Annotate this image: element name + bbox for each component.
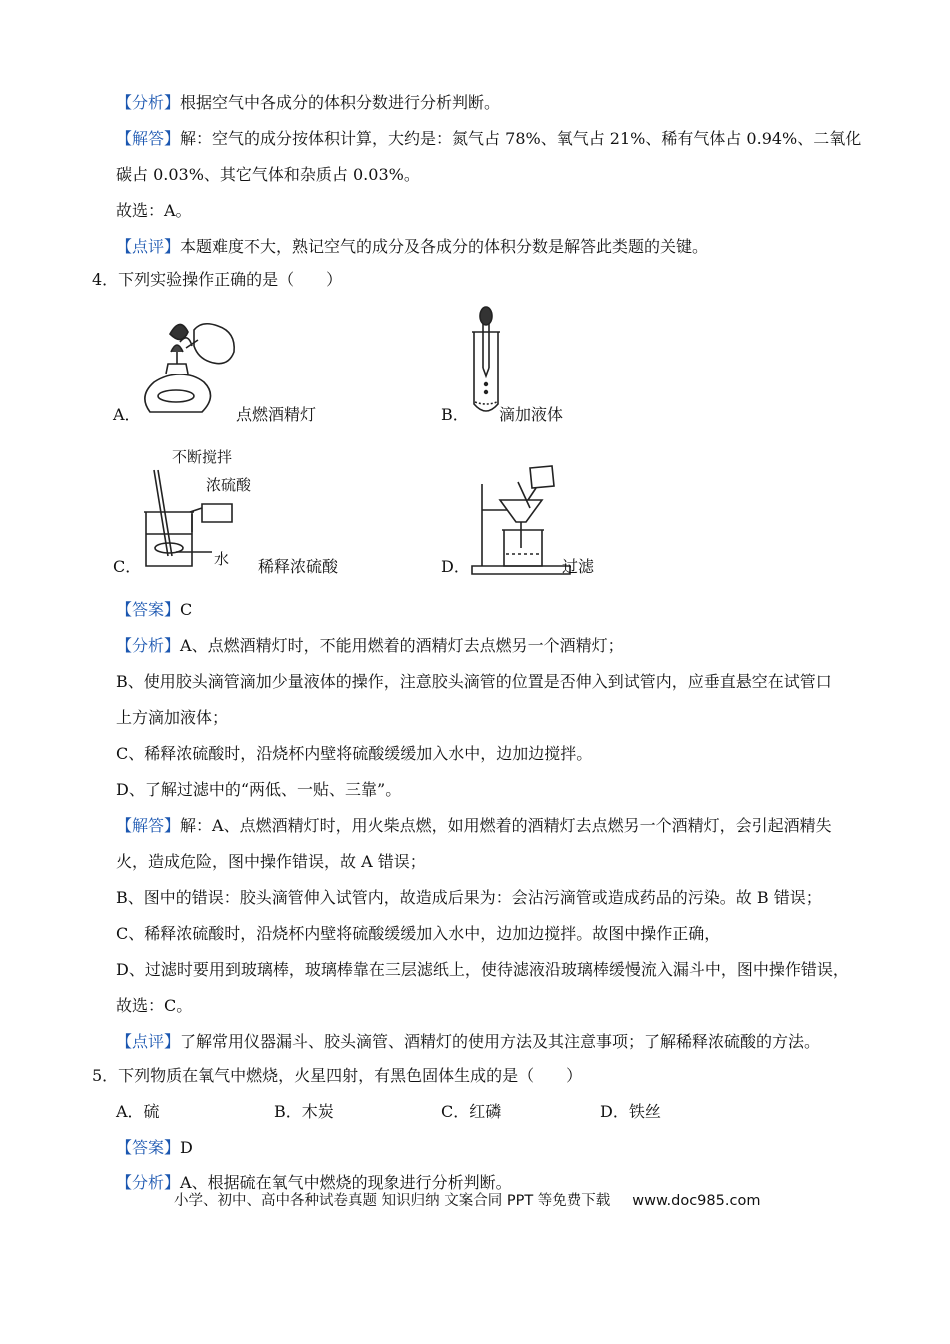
- q4-solution-line-2: 火，造成危险，图中操作错误，故 A 错误；: [116, 852, 426, 871]
- option-c-letter: C．: [113, 557, 142, 576]
- footer-url[interactable]: www.doc985.com: [632, 1193, 761, 1209]
- option-a-caption: 点燃酒精灯: [236, 405, 317, 424]
- option-d-caption: 过滤: [562, 557, 595, 576]
- answer-tag: 【答案】: [116, 1138, 181, 1157]
- q3-answer-line-2: 碳占 0.03%、其它气体和杂质占 0.03%。: [116, 165, 420, 184]
- answer-tag: 【答案】: [116, 600, 181, 619]
- q5-stem: 5．下列物质在氧气中燃烧，火星四射，有黑色固体生成的是（ ）: [92, 1066, 583, 1085]
- analysis-tag: 【分析】: [116, 93, 181, 112]
- q4-solution-line-1: 【解答】解：A、点燃酒精灯时，用火柴点燃，如用燃着的酒精灯去点燃另一个酒精灯，会引起酒精失: [116, 816, 832, 835]
- label-water: 水: [214, 550, 230, 568]
- q4-solution-line-6: 故选：C。: [116, 996, 193, 1015]
- figure-b-dropper-test-tube: [466, 306, 506, 418]
- q5-answer: 【答案】D: [116, 1138, 193, 1157]
- q4-answer: 【答案】C: [116, 600, 193, 619]
- q3-choice: 故选：A。: [116, 201, 192, 220]
- option-b-letter: B．: [441, 405, 469, 424]
- q3-answer-line-1: 【解答】解：空气的成分按体积计算，大约是：氮气占 78%、氧气占 21%、稀有气体占 0.94%、二氧化: [116, 129, 862, 148]
- q4-analysis-line-3: 上方滴加液体；: [116, 708, 229, 727]
- solution-tag: 【解答】: [116, 816, 181, 835]
- page-footer: [174, 1192, 760, 1210]
- option-d-letter: D．: [441, 557, 470, 576]
- q5-option-a: A．硫: [116, 1102, 160, 1121]
- figure-a-alcohol-lamps: [140, 312, 240, 416]
- q5-option-d: D．铁丝: [600, 1102, 661, 1121]
- option-b-caption: 滴加液体: [499, 405, 564, 424]
- q4-analysis-line-4: C、稀释浓硫酸时，沿烧杯内壁将硫酸缓缓加入水中，边加边搅拌。: [116, 744, 593, 763]
- analysis-tag: 【分析】: [116, 636, 181, 655]
- label-concentrated-acid: 浓硫酸: [206, 476, 252, 494]
- solution-tag: 【解答】: [116, 129, 181, 148]
- q4-stem: 4．下列实验操作正确的是（ ）: [92, 270, 343, 289]
- footer-text: 小学、初中、高中各种试卷真题 知识归纳 文案合同 PPT 等免费下载: [174, 1193, 611, 1209]
- analysis-tag: 【分析】: [116, 1173, 181, 1192]
- q4-comment: 【点评】了解常用仪器漏斗、胶头滴管、酒精灯的使用方法及其注意事项；了解稀释浓硫酸的方法。: [116, 1032, 821, 1051]
- q4-solution-line-5: D、过滤时要用到玻璃棒，玻璃棒靠在三层滤纸上，使待滤液沿玻璃棒缓慢流入漏斗中，图中操作错误，: [116, 960, 849, 979]
- comment-tag: 【点评】: [116, 1032, 181, 1051]
- q4-analysis-line-2: B、使用胶头滴管滴加少量液体的操作，注意胶头滴管的位置是否伸入到试管内，应垂直悬空在试管口: [116, 672, 832, 691]
- q3-comment: 【点评】本题难度不大，熟记空气的成分及各成分的体积分数是解答此类题的关键。: [116, 237, 709, 256]
- q4-analysis-line-5: D、了解过滤中的“两低、一贴、三靠”。: [116, 780, 402, 799]
- option-c-caption: 稀释浓硫酸: [258, 557, 339, 576]
- q5-analysis: 【分析】A、根据硫在氧气中燃烧的现象进行分析判断。: [116, 1173, 512, 1192]
- option-a-letter: A．: [113, 405, 141, 424]
- q4-solution-line-3: B、图中的错误：胶头滴管伸入试管内，故造成后果为：会沾污滴管或造成药品的污染。故 B 错误；: [116, 888, 822, 907]
- q4-analysis-line-1: 【分析】A、点燃酒精灯时，不能用燃着的酒精灯去点燃另一个酒精灯；: [116, 636, 624, 655]
- q4-solution-line-4: C、稀释浓硫酸时，沿烧杯内壁将硫酸缓缓加入水中，边加边搅拌。故图中操作正确，: [116, 924, 721, 943]
- q5-option-c: C．红磷: [441, 1102, 502, 1121]
- q3-analysis: 【分析】根据空气中各成分的体积分数进行分析判断。: [116, 93, 501, 112]
- label-stir: 不断搅拌: [172, 448, 233, 466]
- comment-tag: 【点评】: [116, 237, 181, 256]
- q5-option-b: B．木炭: [274, 1102, 334, 1121]
